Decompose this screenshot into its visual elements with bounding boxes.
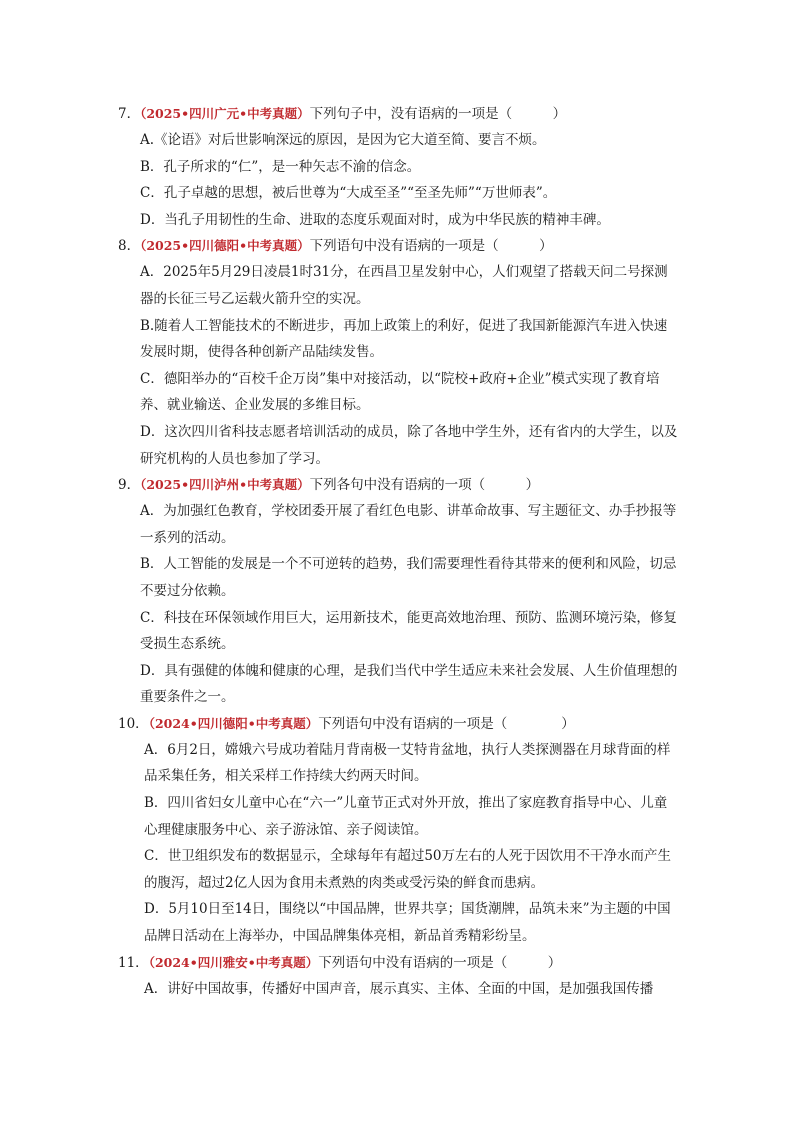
question-text: 下列句子中，没有语病的一项是（ ）: [309, 106, 567, 122]
question-source: （2025•四川泸州•中考真题）: [140, 477, 310, 493]
question-9: [118, 472, 678, 711]
question-number: 10．: [118, 715, 149, 732]
question-source: （2024•四川雅安•中考真题）: [148, 954, 319, 970]
question-text: 下列语句中没有语病的一项是（ ）: [318, 715, 575, 732]
question-11: [118, 950, 678, 1003]
option-b: B．四川省妇女儿童中心在“六一”儿童节正式对外开放，推出了家庭教育指导中心、儿童心理健康服务中心、亲子游泳馆、亲子阅读馆。: [144, 795, 668, 838]
option-d: D．具有强健的体魄和健康的心理，是我们当代中学生适应未来社会发展、人生价值理想的重要条件之一。: [140, 662, 678, 706]
option-b: B．人工智能的发展是一个不可逆转的趋势，我们需要理性看待其带来的便利和风险，切忌不要过分依赖。: [140, 556, 677, 599]
question-source: （2025•四川广元•中考真题）: [140, 106, 310, 121]
question-source: （2024•四川德阳•中考真题）: [148, 715, 319, 731]
question-stem: [118, 101, 678, 127]
question-stem: [118, 950, 678, 976]
question-number: 7．: [118, 106, 141, 122]
question-text: 下列语句中没有语病的一项是（ ）: [309, 238, 553, 255]
question-10: [118, 711, 678, 950]
option-b: B．孔子所求的“仁”，是一种矢志不渝的信念。: [140, 158, 421, 175]
option-a: A．2025年5月29日凌晨1时31分，在西昌卫星发射中心，人们观望了搭载天问二号探测器的长征三号乙运载火箭升空的实况。: [140, 264, 668, 307]
question-stem: [118, 233, 678, 259]
option-a: A．为加强红色教育，学校团委开展了看红色电影、讲革命故事、写主题征文、办手抄报等一系列的活动。: [140, 503, 677, 546]
option-d: D．这次四川省科技志愿者培训活动的成员，除了各地中学生外，还有省内的大学生，以及研究机构的人员也参加了学习。: [140, 423, 678, 467]
option-c: C．孔子卓越的思想，被后世尊为“大成至圣”“至圣先师”“万世师表”。: [140, 185, 557, 202]
question-number: 11．: [118, 954, 149, 971]
question-text: 下列各句中没有语病的一项（ ）: [309, 477, 540, 494]
option-d: D．5月10日至14日，围绕以“中国品牌，世界共享；国货潮牌，品筑未来”为主题的中国品牌日活动在上海举办，中国品牌集体亮相，新品首秀精彩纷呈。: [144, 901, 671, 945]
option-a: A．讲好中国故事，传播好中国声音，展示真实、主体、全面的中国，是加强我国传播: [144, 980, 654, 997]
option-c: C．世卫组织发布的数据显示，全球每年有超过50万左右的人死于因饮用不干净水而产生的腹泻，超过2亿人因为食用未煮熟的肉类或受污染的鲜食而患病。: [144, 848, 672, 891]
option-b: B.随着人工智能技术的不断进步，再加上政策上的利好，促进了我国新能源汽车进入快速发展时期，使得各种创新产品陆续发售。: [140, 317, 668, 361]
question-text: 下列语句中没有语病的一项是（ ）: [318, 954, 562, 971]
question-number: 9．: [118, 477, 141, 494]
option-c: C．德阳举办的“百校千企万岗”集中对接活动，以“院校+政府+企业”模式实现了教育培养、就业输送、企业发展的多维目标。: [140, 370, 660, 414]
option-a: A.《论语》对后世影响深远的原因，是因为它大道至简、要言不烦。: [140, 132, 546, 148]
option-d: D．当孔子用韧性的生命、进取的态度乐观面对时，成为中华民族的精神丰碑。: [140, 211, 610, 228]
question-number: 8．: [118, 238, 141, 255]
question-source: （2025•四川德阳•中考真题）: [140, 238, 310, 254]
option-c: C．科技在环保领域作用巨大，运用新技术，能更高效地治理、预防、监测环境污染，修复受损生态系统。: [140, 609, 677, 653]
question-stem: [118, 472, 678, 498]
question-7: [118, 101, 678, 233]
option-a: A．6月2日，嫦娥六号成功着陆月背南极一艾特肯盆地，执行人类探测器在月球背面的样品采集任务，相关采样工作持续大约两天时间。: [144, 741, 671, 785]
question-list: [118, 101, 678, 1002]
question-8: [118, 233, 678, 472]
question-stem: [118, 711, 678, 737]
